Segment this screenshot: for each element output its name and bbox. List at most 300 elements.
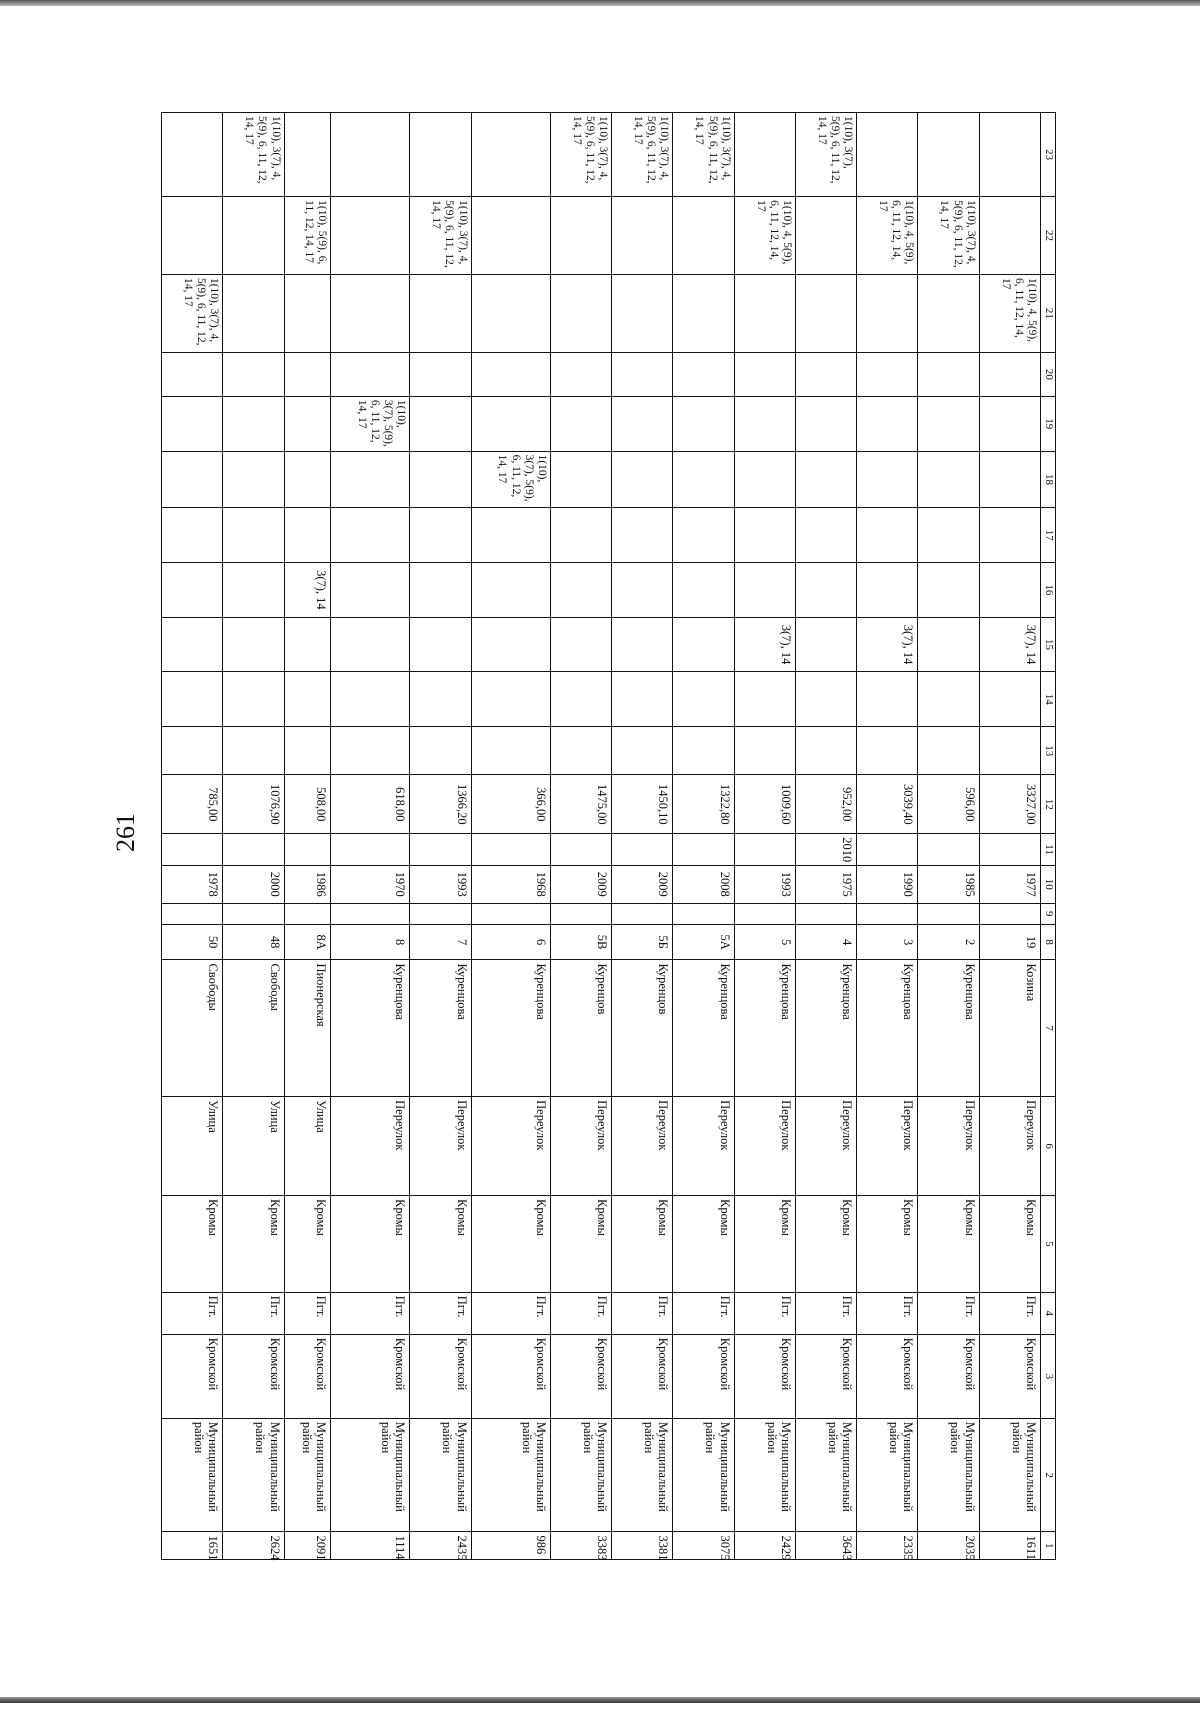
cell-col-18 bbox=[918, 451, 979, 508]
cell-col-9 bbox=[796, 903, 857, 924]
table-row bbox=[857, 113, 918, 1560]
cell-col-10: 2009 bbox=[612, 865, 673, 903]
cell-col-3: Кромской bbox=[734, 1334, 795, 1418]
cell-col-16 bbox=[223, 563, 284, 618]
cell-col-22: 1(10), 3(7), 4, 5(9), 6, 11, 12, 14, 17 bbox=[918, 197, 979, 275]
cell-col-14 bbox=[612, 672, 673, 727]
cell-col-8: 5 bbox=[734, 924, 795, 960]
cell-col-3: Кромской bbox=[918, 1334, 979, 1418]
scan-edge-bottom bbox=[0, 1697, 1200, 1703]
cell-col-14 bbox=[979, 672, 1040, 727]
cell-col-10: 1970 bbox=[330, 865, 409, 903]
cell-col-17 bbox=[223, 508, 284, 563]
cell-col-5: Кромы bbox=[734, 1196, 795, 1293]
column-header-4: 4 bbox=[1041, 1292, 1056, 1334]
cell-col-22 bbox=[162, 197, 223, 275]
cell-col-13 bbox=[796, 727, 857, 775]
cell-col-8: 2 bbox=[918, 924, 979, 960]
cell-col-3: Кромской bbox=[410, 1334, 471, 1418]
cell-col-22: 1(10), 4, 5(9), 6, 11, 12, 14, 17 bbox=[857, 197, 918, 275]
cell-col-1: 3383 bbox=[551, 1532, 612, 1560]
cell-col-15 bbox=[330, 617, 409, 672]
cell-col-14 bbox=[796, 672, 857, 727]
cell-col-17 bbox=[979, 508, 1040, 563]
cell-col-19 bbox=[162, 396, 223, 451]
cell-col-3: Кромской bbox=[979, 1334, 1040, 1418]
cell-col-10: 2009 bbox=[551, 865, 612, 903]
cell-col-14 bbox=[471, 672, 550, 727]
cell-col-23 bbox=[471, 113, 550, 197]
cell-col-23: 1(10), 3(7), 4, 5(9), 6, 11, 12, 14, 17 bbox=[612, 113, 673, 197]
cell-col-11 bbox=[612, 834, 673, 866]
cell-col-7: Куренцова bbox=[734, 960, 795, 1097]
cell-col-23: 1(10), 3(7), 5(9), 6, 11, 12, 14, 17 bbox=[796, 113, 857, 197]
cell-col-23 bbox=[734, 113, 795, 197]
cell-col-10: 1968 bbox=[471, 865, 550, 903]
cell-col-23: 1(10), 3(7), 4, 5(9), 6, 11, 12, 14, 17 bbox=[551, 113, 612, 197]
column-header-16: 16 bbox=[1041, 563, 1056, 618]
cell-col-18 bbox=[979, 451, 1040, 508]
table-row bbox=[918, 113, 979, 1560]
cell-col-9 bbox=[330, 903, 409, 924]
column-header-3: 3 bbox=[1041, 1334, 1056, 1418]
cell-col-20 bbox=[734, 352, 795, 396]
cell-col-12: 596,00 bbox=[918, 775, 979, 834]
cell-col-16 bbox=[918, 563, 979, 618]
cell-col-21 bbox=[223, 274, 284, 352]
cell-col-5: Кромы bbox=[162, 1196, 223, 1293]
cell-col-22: 1(10), 3(7), 4, 5(9), 6, 11, 12, 14, 17 bbox=[410, 197, 471, 275]
cell-col-16 bbox=[410, 563, 471, 618]
cell-col-23 bbox=[330, 113, 409, 197]
cell-col-20 bbox=[410, 352, 471, 396]
cell-col-18 bbox=[162, 451, 223, 508]
cell-col-20 bbox=[471, 352, 550, 396]
cell-col-20 bbox=[796, 352, 857, 396]
cell-col-3: Кромской bbox=[612, 1334, 673, 1418]
cell-col-21 bbox=[612, 274, 673, 352]
cell-col-11 bbox=[979, 834, 1040, 866]
cell-col-13 bbox=[223, 727, 284, 775]
cell-col-8: 6 bbox=[471, 924, 550, 960]
cell-col-3: Кромской bbox=[284, 1334, 330, 1418]
cell-col-8: 50 bbox=[162, 924, 223, 960]
column-header-17: 17 bbox=[1041, 508, 1056, 563]
cell-col-2: Муниципальный район bbox=[612, 1418, 673, 1532]
cell-col-23 bbox=[410, 113, 471, 197]
cell-col-1: 2429 bbox=[734, 1532, 795, 1560]
cell-col-16: 3(7), 14 bbox=[284, 563, 330, 618]
cell-col-11 bbox=[284, 834, 330, 866]
cell-col-7: Козина bbox=[979, 960, 1040, 1097]
cell-col-2: Муниципальный район bbox=[734, 1418, 795, 1532]
cell-col-12: 1366,20 bbox=[410, 775, 471, 834]
cell-col-4: Пгт. bbox=[223, 1292, 284, 1334]
cell-col-9 bbox=[918, 903, 979, 924]
column-header-10: 10 bbox=[1041, 865, 1056, 903]
cell-col-14 bbox=[284, 672, 330, 727]
cell-col-4: Пгт. bbox=[330, 1292, 409, 1334]
cell-col-4: Пгт. bbox=[551, 1292, 612, 1334]
cell-col-21: 1(10), 3(7), 4, 5(9), 6, 11, 12, 14, 17 bbox=[162, 274, 223, 352]
cell-col-2: Муниципальный район bbox=[673, 1418, 734, 1532]
cell-col-16 bbox=[551, 563, 612, 618]
cell-col-15 bbox=[410, 617, 471, 672]
cell-col-4: Пгт. bbox=[612, 1292, 673, 1334]
cell-col-17 bbox=[918, 508, 979, 563]
cell-col-2: Муниципальный район bbox=[330, 1418, 409, 1532]
cell-col-8: 48 bbox=[223, 924, 284, 960]
cell-col-12: 1475,00 bbox=[551, 775, 612, 834]
cell-col-3: Кромской bbox=[471, 1334, 550, 1418]
cell-col-16 bbox=[796, 563, 857, 618]
cell-col-20 bbox=[162, 352, 223, 396]
cell-col-14 bbox=[734, 672, 795, 727]
cell-col-8: 4 bbox=[796, 924, 857, 960]
cell-col-14 bbox=[330, 672, 409, 727]
column-header-13: 13 bbox=[1041, 727, 1056, 775]
cell-col-3: Кромской bbox=[673, 1334, 734, 1418]
cell-col-7: Куренцова bbox=[857, 960, 918, 1097]
cell-col-3: Кромской bbox=[857, 1334, 918, 1418]
cell-col-4: Пгт. bbox=[284, 1292, 330, 1334]
cell-col-18: 1(10), 3(7), 5(9), 6, 11, 12, 14, 17 bbox=[471, 451, 550, 508]
cell-col-23 bbox=[918, 113, 979, 197]
cell-col-7: Пионерская bbox=[284, 960, 330, 1097]
cell-col-11 bbox=[857, 834, 918, 866]
column-header-5: 5 bbox=[1041, 1196, 1056, 1293]
column-header-2: 2 bbox=[1041, 1418, 1056, 1532]
cell-col-16 bbox=[471, 563, 550, 618]
cell-col-9 bbox=[612, 903, 673, 924]
cell-col-17 bbox=[796, 508, 857, 563]
cell-col-20 bbox=[673, 352, 734, 396]
cell-col-7: Куренцова bbox=[471, 960, 550, 1097]
cell-col-19 bbox=[857, 396, 918, 451]
column-header-12: 12 bbox=[1041, 775, 1056, 834]
column-header-14: 14 bbox=[1041, 672, 1056, 727]
cell-col-21 bbox=[471, 274, 550, 352]
cell-col-6: Переулок bbox=[410, 1097, 471, 1196]
table-row bbox=[796, 113, 857, 1560]
cell-col-1: 2335 bbox=[857, 1532, 918, 1560]
column-header-21: 21 bbox=[1041, 274, 1056, 352]
cell-col-5: Кромы bbox=[284, 1196, 330, 1293]
cell-col-20 bbox=[284, 352, 330, 396]
cell-col-8: 8 bbox=[330, 924, 409, 960]
cell-col-12: 1009,60 bbox=[734, 775, 795, 834]
cell-col-14 bbox=[918, 672, 979, 727]
cell-col-20 bbox=[551, 352, 612, 396]
cell-col-5: Кромы bbox=[330, 1196, 409, 1293]
cell-col-12: 1322,80 bbox=[673, 775, 734, 834]
cell-col-18 bbox=[673, 451, 734, 508]
cell-col-21 bbox=[551, 274, 612, 352]
page-number: 261 bbox=[111, 813, 140, 852]
cell-col-11 bbox=[551, 834, 612, 866]
cell-col-1: 986 bbox=[471, 1532, 550, 1560]
cell-col-15: 3(7), 14 bbox=[857, 617, 918, 672]
cell-col-19 bbox=[551, 396, 612, 451]
cell-col-20 bbox=[223, 352, 284, 396]
cell-col-13 bbox=[410, 727, 471, 775]
cell-col-2: Муниципальный район bbox=[410, 1418, 471, 1532]
cell-col-8: 7 bbox=[410, 924, 471, 960]
cell-col-4: Пгт. bbox=[918, 1292, 979, 1334]
cell-col-22 bbox=[471, 197, 550, 275]
cell-col-18 bbox=[857, 451, 918, 508]
cell-col-1: 1114 bbox=[330, 1532, 409, 1560]
cell-col-2: Муниципальный район bbox=[471, 1418, 550, 1532]
cell-col-11 bbox=[162, 834, 223, 866]
column-header-11: 11 bbox=[1041, 834, 1056, 866]
cell-col-1: 3381 bbox=[612, 1532, 673, 1560]
cell-col-10: 1975 bbox=[796, 865, 857, 903]
cell-col-5: Кромы bbox=[673, 1196, 734, 1293]
cell-col-14 bbox=[410, 672, 471, 727]
cell-col-3: Кромской bbox=[796, 1334, 857, 1418]
table-row bbox=[673, 113, 734, 1560]
cell-col-9 bbox=[410, 903, 471, 924]
cell-col-16 bbox=[979, 563, 1040, 618]
cell-col-7: Куренцова bbox=[410, 960, 471, 1097]
cell-col-14 bbox=[223, 672, 284, 727]
cell-col-5: Кромы bbox=[979, 1196, 1040, 1293]
cell-col-15: 3(7), 14 bbox=[734, 617, 795, 672]
table-row bbox=[223, 113, 284, 1560]
cell-col-15 bbox=[551, 617, 612, 672]
table-row bbox=[551, 113, 612, 1560]
cell-col-7: Куренцова bbox=[918, 960, 979, 1097]
cell-col-13 bbox=[734, 727, 795, 775]
column-header-23: 23 bbox=[1041, 113, 1056, 197]
cell-col-10: 1978 bbox=[162, 865, 223, 903]
cell-col-7: Куренцова bbox=[673, 960, 734, 1097]
cell-col-23 bbox=[979, 113, 1040, 197]
cell-col-17 bbox=[330, 508, 409, 563]
cell-col-13 bbox=[673, 727, 734, 775]
cell-col-6: Переулок bbox=[612, 1097, 673, 1196]
cell-col-11 bbox=[223, 834, 284, 866]
cell-col-21 bbox=[734, 274, 795, 352]
cell-col-12: 1450,10 bbox=[612, 775, 673, 834]
cell-col-8: 8А bbox=[284, 924, 330, 960]
cell-col-20 bbox=[979, 352, 1040, 396]
cell-col-20 bbox=[612, 352, 673, 396]
cell-col-19 bbox=[223, 396, 284, 451]
cell-col-15 bbox=[162, 617, 223, 672]
cell-col-16 bbox=[162, 563, 223, 618]
column-header-7: 7 bbox=[1041, 960, 1056, 1097]
cell-col-8: 5В bbox=[551, 924, 612, 960]
cell-col-1: 3643 bbox=[796, 1532, 857, 1560]
cell-col-13 bbox=[857, 727, 918, 775]
cell-col-3: Кромской bbox=[330, 1334, 409, 1418]
cell-col-9 bbox=[223, 903, 284, 924]
cell-col-19 bbox=[734, 396, 795, 451]
cell-col-12: 785,00 bbox=[162, 775, 223, 834]
cell-col-4: Пгт. bbox=[673, 1292, 734, 1334]
table-row bbox=[162, 113, 223, 1560]
cell-col-8: 5Б bbox=[612, 924, 673, 960]
cell-col-6: Переулок bbox=[979, 1097, 1040, 1196]
cell-col-2: Муниципальный район bbox=[979, 1418, 1040, 1532]
cell-col-22 bbox=[551, 197, 612, 275]
buildings-table bbox=[161, 112, 1056, 1560]
cell-col-5: Кромы bbox=[471, 1196, 550, 1293]
cell-col-12: 366,00 bbox=[471, 775, 550, 834]
cell-col-10: 2000 bbox=[223, 865, 284, 903]
cell-col-1: 2624 bbox=[223, 1532, 284, 1560]
cell-col-12: 3327,00 bbox=[979, 775, 1040, 834]
header-row bbox=[1041, 113, 1056, 1560]
cell-col-9 bbox=[979, 903, 1040, 924]
table-row bbox=[330, 113, 409, 1560]
cell-col-21: 1(10), 4, 5(9), 6, 11, 12, 14, 17 bbox=[979, 274, 1040, 352]
cell-col-22 bbox=[330, 197, 409, 275]
cell-col-17 bbox=[284, 508, 330, 563]
cell-col-22: 1(10), 5(9), 6, 11, 12, 14, 17 bbox=[284, 197, 330, 275]
cell-col-2: Муниципальный район bbox=[918, 1418, 979, 1532]
cell-col-8: 19 bbox=[979, 924, 1040, 960]
cell-col-17 bbox=[612, 508, 673, 563]
cell-col-12: 508,00 bbox=[284, 775, 330, 834]
cell-col-2: Муниципальный район bbox=[284, 1418, 330, 1532]
cell-col-4: Пгт. bbox=[410, 1292, 471, 1334]
cell-col-10: 2008 bbox=[673, 865, 734, 903]
cell-col-4: Пгт. bbox=[471, 1292, 550, 1334]
cell-col-21 bbox=[330, 274, 409, 352]
cell-col-15 bbox=[223, 617, 284, 672]
cell-col-21 bbox=[673, 274, 734, 352]
cell-col-6: Переулок bbox=[734, 1097, 795, 1196]
cell-col-10: 1993 bbox=[734, 865, 795, 903]
cell-col-23 bbox=[857, 113, 918, 197]
cell-col-21 bbox=[410, 274, 471, 352]
table-row bbox=[979, 113, 1040, 1560]
cell-col-6: Улица bbox=[284, 1097, 330, 1196]
cell-col-16 bbox=[330, 563, 409, 618]
cell-col-10: 1993 bbox=[410, 865, 471, 903]
column-header-19: 19 bbox=[1041, 396, 1056, 451]
cell-col-16 bbox=[857, 563, 918, 618]
cell-col-19 bbox=[796, 396, 857, 451]
cell-col-11 bbox=[471, 834, 550, 866]
cell-col-9 bbox=[551, 903, 612, 924]
cell-col-17 bbox=[471, 508, 550, 563]
cell-col-20 bbox=[918, 352, 979, 396]
cell-col-19 bbox=[471, 396, 550, 451]
cell-col-4: Пгт. bbox=[734, 1292, 795, 1334]
scan-edge-top bbox=[0, 0, 1200, 6]
cell-col-19 bbox=[673, 396, 734, 451]
cell-col-9 bbox=[284, 903, 330, 924]
cell-col-21 bbox=[284, 274, 330, 352]
cell-col-21 bbox=[857, 274, 918, 352]
table-row bbox=[471, 113, 550, 1560]
cell-col-4: Пгт. bbox=[162, 1292, 223, 1334]
cell-col-23: 1(10), 3(7), 4, 5(9), 6, 11, 12, 14, 17 bbox=[673, 113, 734, 197]
cell-col-15 bbox=[612, 617, 673, 672]
cell-col-5: Кромы bbox=[918, 1196, 979, 1293]
cell-col-17 bbox=[857, 508, 918, 563]
cell-col-4: Пгт. bbox=[857, 1292, 918, 1334]
cell-col-1: 1611 bbox=[979, 1532, 1040, 1560]
cell-col-11: 2010 bbox=[796, 834, 857, 866]
cell-col-13 bbox=[918, 727, 979, 775]
cell-col-18 bbox=[410, 451, 471, 508]
cell-col-12: 1076,90 bbox=[223, 775, 284, 834]
cell-col-10: 1985 bbox=[918, 865, 979, 903]
cell-col-16 bbox=[734, 563, 795, 618]
cell-col-15 bbox=[918, 617, 979, 672]
column-header-20: 20 bbox=[1041, 352, 1056, 396]
cell-col-18 bbox=[330, 451, 409, 508]
cell-col-14 bbox=[673, 672, 734, 727]
cell-col-11 bbox=[673, 834, 734, 866]
cell-col-14 bbox=[551, 672, 612, 727]
cell-col-10: 1977 bbox=[979, 865, 1040, 903]
cell-col-13 bbox=[330, 727, 409, 775]
cell-col-5: Кромы bbox=[410, 1196, 471, 1293]
cell-col-7: Куренцов bbox=[551, 960, 612, 1097]
cell-col-18 bbox=[551, 451, 612, 508]
cell-col-23 bbox=[284, 113, 330, 197]
cell-col-17 bbox=[551, 508, 612, 563]
cell-col-23: 1(10), 3(7), 4, 5(9), 6, 11, 12, 14, 17 bbox=[223, 113, 284, 197]
cell-col-1: 3075 bbox=[673, 1532, 734, 1560]
cell-col-6: Переулок bbox=[330, 1097, 409, 1196]
cell-col-22 bbox=[796, 197, 857, 275]
column-header-15: 15 bbox=[1041, 617, 1056, 672]
cell-col-13 bbox=[612, 727, 673, 775]
cell-col-18 bbox=[612, 451, 673, 508]
cell-col-7: Свободы bbox=[162, 960, 223, 1097]
cell-col-20 bbox=[330, 352, 409, 396]
cell-col-9 bbox=[471, 903, 550, 924]
cell-col-22 bbox=[612, 197, 673, 275]
cell-col-5: Кромы bbox=[223, 1196, 284, 1293]
cell-col-9 bbox=[673, 903, 734, 924]
cell-col-18 bbox=[796, 451, 857, 508]
cell-col-13 bbox=[551, 727, 612, 775]
cell-col-5: Кромы bbox=[551, 1196, 612, 1293]
cell-col-23 bbox=[162, 113, 223, 197]
cell-col-15 bbox=[471, 617, 550, 672]
cell-col-13 bbox=[284, 727, 330, 775]
cell-col-5: Кромы bbox=[796, 1196, 857, 1293]
cell-col-15 bbox=[673, 617, 734, 672]
cell-col-6: Улица bbox=[162, 1097, 223, 1196]
column-header-18: 18 bbox=[1041, 451, 1056, 508]
cell-col-18 bbox=[734, 451, 795, 508]
cell-col-19 bbox=[979, 396, 1040, 451]
cell-col-7: Куренцова bbox=[796, 960, 857, 1097]
cell-col-16 bbox=[612, 563, 673, 618]
cell-col-12: 618,00 bbox=[330, 775, 409, 834]
table-row bbox=[410, 113, 471, 1560]
cell-col-11 bbox=[330, 834, 409, 866]
cell-col-5: Кромы bbox=[612, 1196, 673, 1293]
cell-col-22 bbox=[979, 197, 1040, 275]
cell-col-13 bbox=[471, 727, 550, 775]
cell-col-8: 5А bbox=[673, 924, 734, 960]
cell-col-6: Переулок bbox=[551, 1097, 612, 1196]
cell-col-22 bbox=[223, 197, 284, 275]
cell-col-3: Кромской bbox=[223, 1334, 284, 1418]
cell-col-11 bbox=[410, 834, 471, 866]
cell-col-13 bbox=[162, 727, 223, 775]
